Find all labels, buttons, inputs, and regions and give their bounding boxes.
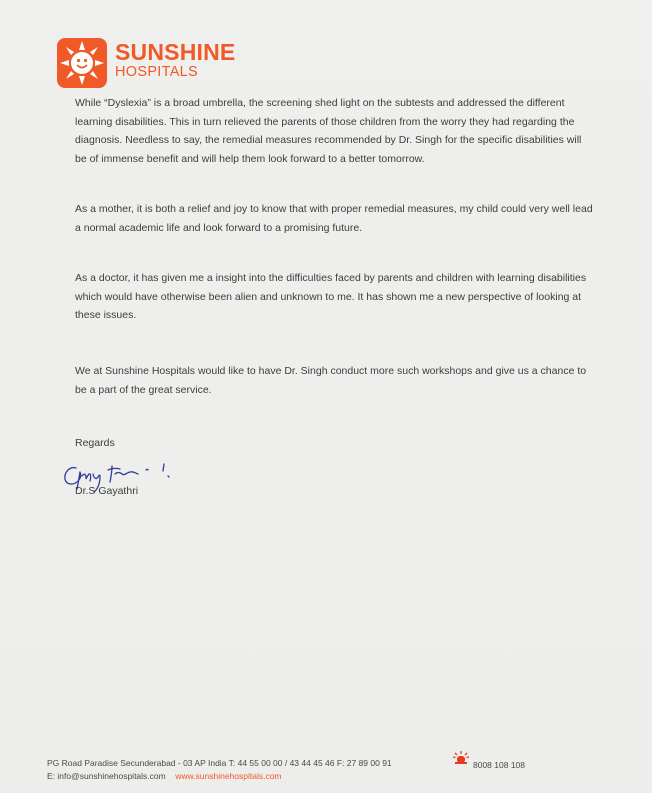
logo-subtitle: HOSPITALS [115,64,199,80]
sun-face-svg [57,38,107,88]
logo-text [115,38,235,80]
footer-email[interactable]: E: info@sunshinehospitals.com [47,771,166,781]
logo-title: SUNSHINE [115,39,236,65]
footer-address: PG Road Paradise Secunderabad - 03 AP India T: 44 55 00 00 / 43 44 45 46 F: 27 89 00 91 [47,758,392,768]
siren-icon [453,751,469,765]
signer-name: Dr.S Gayathri [75,485,139,497]
paragraph-1: While “Dyslexia” is a broad umbrella, the screening shed light on the subtests and addressed the different learning disabilities. This in turn relieved the parents of those children from the worry they had regarding the diagnosis. Needless to say, the remedial measures recommended by Dr. Singh for the specific disabilities will be of immense benefit and will help them look forward to a better tomorrow. [75,97,582,165]
paragraph-2: As a mother, it is both a relief and joy to know that with proper remedial measures, my child could very well lead a normal academic life and look forward to a promising future. [75,203,593,234]
paragraph-3: As a doctor, it has given me a insight into the difficulties faced by parents and children with learning disabilities which would have otherwise been alien and unknown to me. It has shown me a new perspective of looking at these issues. [75,272,587,321]
hospital-logo [57,38,235,88]
footer-website-link[interactable]: www.sunshinehospitals.com [175,771,282,781]
closing-text: Regards [75,437,115,449]
letter-footer [47,757,607,783]
paragraph-4: We at Sunshine Hospitals would like to have Dr. Singh conduct more such workshops and give us a chance to be a part of the great service. [75,365,587,396]
emergency-phone: 8008 108 108 [473,760,525,770]
sun-face-icon [57,38,107,88]
